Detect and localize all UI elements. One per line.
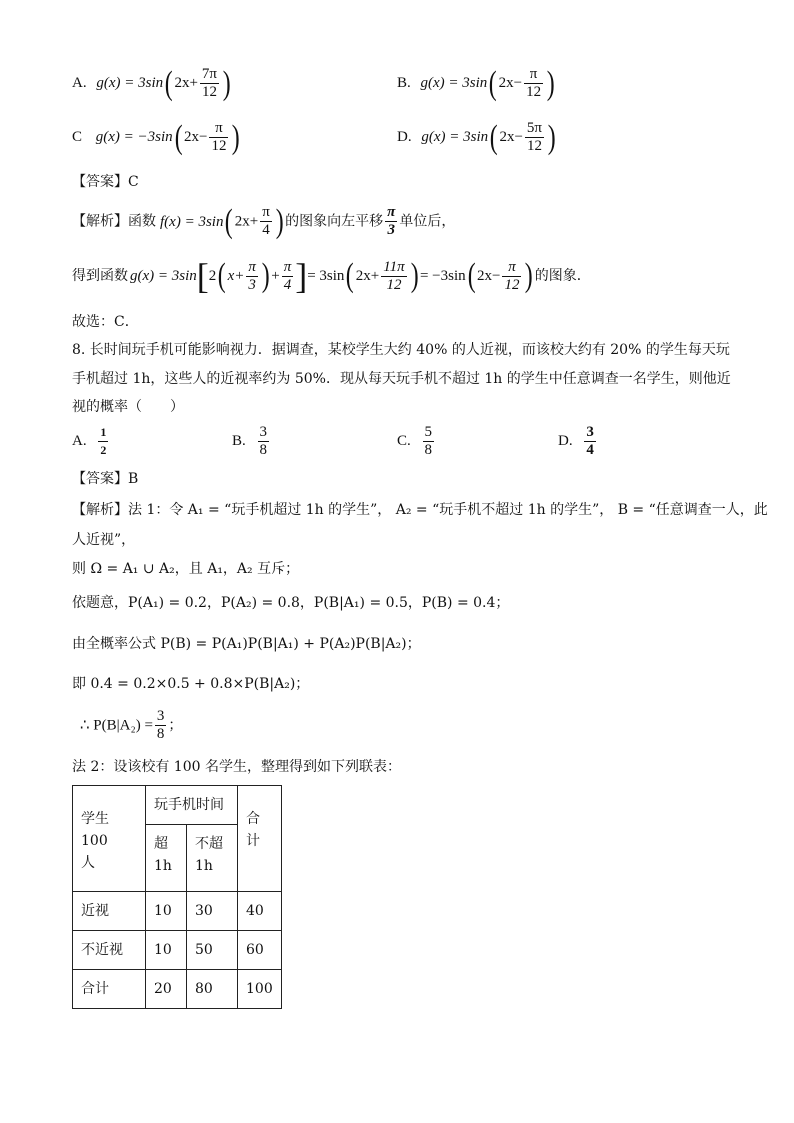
fraction-pi-4b: $\frac{\pi}{4}$ (283, 258, 292, 293)
table-col-over-1h: 超 1h (146, 825, 187, 892)
q8-option-c (397, 424, 436, 459)
analysis-q8-m1-line7: ∴ P(B|A₂) = $\frac{3}{8}$ ； (80, 708, 183, 742)
table-cell: 40 (238, 892, 282, 931)
table-cell: 10 (146, 892, 187, 931)
option-b-inner: 2x− (498, 74, 523, 91)
analysis-q7-line1: 【解析】函数 f(x) = 3sin( 2x+ $\frac{\pi}{4}$ ) 的图象向左平移 $\frac{\pi}{3}$ 单位后， (72, 202, 456, 240)
answer-q7: 【答案】C (72, 174, 139, 190)
q8-option-d-label: D. (558, 432, 573, 449)
option-c-fraction: $\frac{\pi}{12}$ (211, 120, 227, 154)
option-b-lhs: g(x) = 3sin (420, 74, 488, 91)
q8-option-d (558, 424, 598, 459)
analysis-q8-m1-line3: 则 Ω = A₁ ∪ A₂，且 A₁，A₂ 互斥； (72, 561, 300, 577)
table-cell: 60 (238, 931, 282, 970)
analysis-q8-m1-line4: 依题意，P(A₁) = 0.2，P(A₂) = 0.8，P(B|A₁) = 0.5，P(B) = 0.4； (72, 595, 510, 611)
answer-q8: 【答案】B (72, 471, 139, 487)
q8-option-a-fraction: $\frac{1}{2}$ (100, 425, 107, 457)
table-cell: 100 (238, 970, 282, 1009)
fraction-pi-4: $\frac{\pi}{4}$ (262, 204, 270, 238)
option-a-fraction: $\frac{7\pi}{12}$ (201, 66, 217, 100)
function-f: f(x) = 3sin (160, 213, 224, 230)
table-cell: 10 (146, 931, 187, 970)
question8-line1: 8. 长时间玩手机可能影响视力．据调查，某校学生大约 40% 的人近视，而该校大约有 20% 的学生每天玩 (72, 342, 730, 358)
table-row-label: 合计 (73, 970, 146, 1009)
fraction-11pi-12: $\frac{11\pi}{12}$ (383, 258, 405, 293)
analysis-q8-m1-line2: 人近视”， (72, 532, 136, 548)
option-b-label: B. (397, 74, 411, 91)
analysis-q8-m2-line1: 法 2：设该校有 100 名学生，整理得到如下列联表： (72, 759, 401, 775)
option-d-label: D. (397, 128, 412, 145)
question8-line3: 视的概率（ ） (72, 399, 184, 415)
option-d-fraction: $\frac{5\pi}{12}$ (526, 120, 542, 154)
q8-option-d-fraction: $\frac{3}{4}$ (586, 424, 594, 458)
table-cell: 30 (187, 892, 238, 931)
analysis-q7-conclusion: 故选：C． (72, 314, 139, 330)
analysis-q7-line2: 得到函数 g(x) = 3sin[2( x+ $\frac{\pi}{3}$ ) + $\frac{\pi}{4}$ ]= 3sin( 2x+ $\frac{11\pi}{12}$ ) = −3sin( 2x− $\frac{\pi}{12}$ ) 的图象． (72, 256, 591, 296)
fraction-pi-3: $\frac{\pi}{3}$ (387, 204, 396, 238)
table-row-label: 不近视 (73, 931, 146, 970)
table-header-row (73, 786, 282, 825)
table-cell: 20 (146, 970, 187, 1009)
option-c: C g(x) = −3sin( 2x− $\frac{\pi}{12}$ ) (72, 118, 241, 156)
option-a-inner: 2x+ (174, 74, 198, 91)
option-c-inner: 2x− (184, 128, 208, 145)
q8-option-a (72, 424, 110, 459)
option-c-lhs: g(x) = −3sin (95, 128, 173, 145)
table-cell: 50 (187, 931, 238, 970)
table-row (73, 892, 282, 931)
table-total-header: 合 计 (238, 786, 282, 892)
function-g: g(x) = 3sin (130, 268, 197, 284)
q8-option-c-fraction: $\frac{5}{8}$ (424, 424, 433, 458)
question8-line2: 手机超过 1h，这些人的近视率约为 50%．现从每天玩手机不超过 1h 的学生中任意调查一名学生，则他近 (72, 371, 731, 387)
option-c-label: C (72, 128, 83, 145)
q8-option-b (232, 424, 271, 459)
analysis-q8-m1-line1: 【解析】法 1：令 A₁ = “玩手机超过 1h 的学生”， A₂ = “玩手机不超过 1h 的学生”， B = “任意调查一人，此 (72, 502, 768, 518)
analysis-q8-m1-line6: 即 0.4 = 0.2×0.5 + 0.8×P(B|A₂)； (72, 676, 310, 692)
q8-option-b-label: B. (232, 432, 246, 449)
option-d: D. g(x) = 3sin( 2x− $\frac{5\pi}{12}$ ) (397, 118, 556, 156)
fraction-pi-3b: $\frac{\pi}{3}$ (248, 258, 256, 293)
option-a-lhs: g(x) = 3sin (96, 74, 164, 91)
table-row (73, 931, 282, 970)
analysis-q8-m1-line5: 由全概率公式 P(B) = P(A₁)P(B|A₁) + P(A₂)P(B|A₂)； (72, 636, 421, 652)
contingency-table (72, 785, 282, 1009)
option-a: A. g(x) = 3sin( 2x+ $\frac{7\pi}{12}$ ) (72, 64, 231, 102)
table-cell: 80 (187, 970, 238, 1009)
option-d-lhs: g(x) = 3sin (421, 128, 489, 145)
option-b: B. g(x) = 3sin( 2x− $\frac{\pi}{12}$ ) (397, 64, 555, 102)
fraction-pi-12: $\frac{\pi}{12}$ (504, 258, 520, 293)
q8-option-a-label: A. (72, 432, 87, 449)
option-b-fraction: $\frac{\pi}{12}$ (526, 66, 542, 100)
table-row (73, 970, 282, 1009)
table-corner-cell: 学生 100 人 (73, 786, 146, 892)
fraction-3-8: $\frac{3}{8}$ (156, 708, 165, 742)
table-row-label: 近视 (73, 892, 146, 931)
q8-option-c-label: C. (397, 432, 411, 449)
q8-option-b-fraction: $\frac{3}{8}$ (259, 424, 268, 458)
table-col-not-over-1h: 不超 1h (187, 825, 238, 892)
analysis-label: 【解析】函数 (72, 213, 156, 230)
option-d-inner: 2x− (499, 128, 523, 145)
table-group-header: 玩手机时间 (146, 786, 238, 825)
option-a-label: A. (72, 74, 87, 91)
